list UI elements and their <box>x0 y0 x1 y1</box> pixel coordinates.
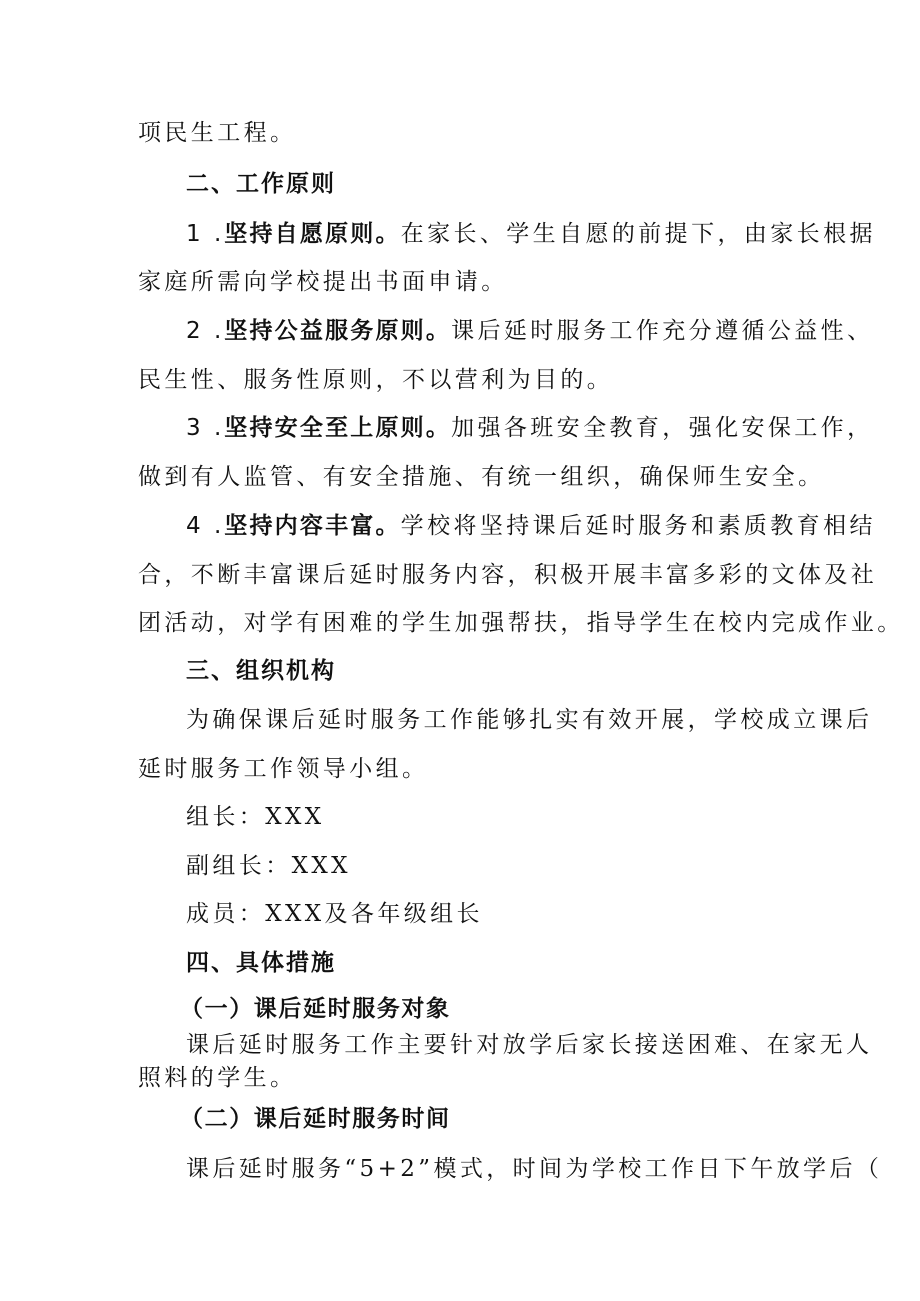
paragraph-line: 民生性、服务性原则，不以营利为目的。 <box>138 367 614 393</box>
subsection-heading: （一）课后延时服务对象 <box>180 996 451 1022</box>
principle-title: 坚持自愿原则。 <box>224 221 401 247</box>
principle-4-line <box>186 511 876 541</box>
section-heading: 四、具体措施 <box>186 950 336 976</box>
paragraph-line: 课后延时服务“5+2”模式，时间为学校工作日下午放学后（ <box>186 1156 883 1182</box>
principle-text: 课后延时服务工作充分遵循公益性、 <box>451 318 874 344</box>
paragraph-line: 家庭所需向学校提出书面申请。 <box>138 269 508 295</box>
principle-text: 在家长、学生自愿的前提下，由家长根据 <box>400 221 876 247</box>
principle-number: 3 . <box>186 415 225 441</box>
members-line: 成员：XXX及各年级组长 <box>186 901 483 927</box>
principle-number: 2 . <box>186 318 225 344</box>
principle-3-line <box>186 413 873 443</box>
section-heading: 二、工作原则 <box>186 171 336 197</box>
paragraph-line: 合，不断丰富课后延时服务内容，积极开展丰富多彩的文体及社 <box>138 562 878 588</box>
principle-number: 1 . <box>186 221 225 247</box>
paragraph-line: 团活动，对学有困难的学生加强帮扶，指导学生在校内完成作业。 <box>138 610 904 636</box>
paragraph-line: 做到有人监管、有安全措施、有统一组织，确保师生安全。 <box>138 464 825 490</box>
principle-text: 学校将坚持课后延时服务和素质教育相结 <box>400 513 876 539</box>
principle-title: 坚持安全至上原则。 <box>224 415 452 441</box>
principle-title: 坚持内容丰富。 <box>224 513 401 539</box>
principle-1-line <box>186 219 876 249</box>
principle-title: 坚持公益服务原则。 <box>224 318 452 344</box>
principle-text: 加强各班安全教育，强化安保工作， <box>451 415 874 441</box>
subsection-heading: （二）课后延时服务时间 <box>180 1106 451 1132</box>
section-heading: 三、组织机构 <box>186 658 336 684</box>
principle-2-line <box>186 316 873 346</box>
paragraph-line: 延时服务工作领导小组。 <box>138 756 429 782</box>
paragraph-line: 为确保课后延时服务工作能够扎实有效开展，学校成立课后 <box>186 707 873 733</box>
vice-leader-line: 副组长：XXX <box>186 853 351 879</box>
paragraph-line: 课后延时服务工作主要针对放学后家长接送困难、在家无人 <box>186 1032 873 1058</box>
paragraph-line: 项民生工程。 <box>138 120 297 146</box>
principle-number: 4 . <box>186 513 225 539</box>
leader-line: 组长：XXX <box>186 804 325 830</box>
paragraph-line: 照料的学生。 <box>138 1065 297 1091</box>
